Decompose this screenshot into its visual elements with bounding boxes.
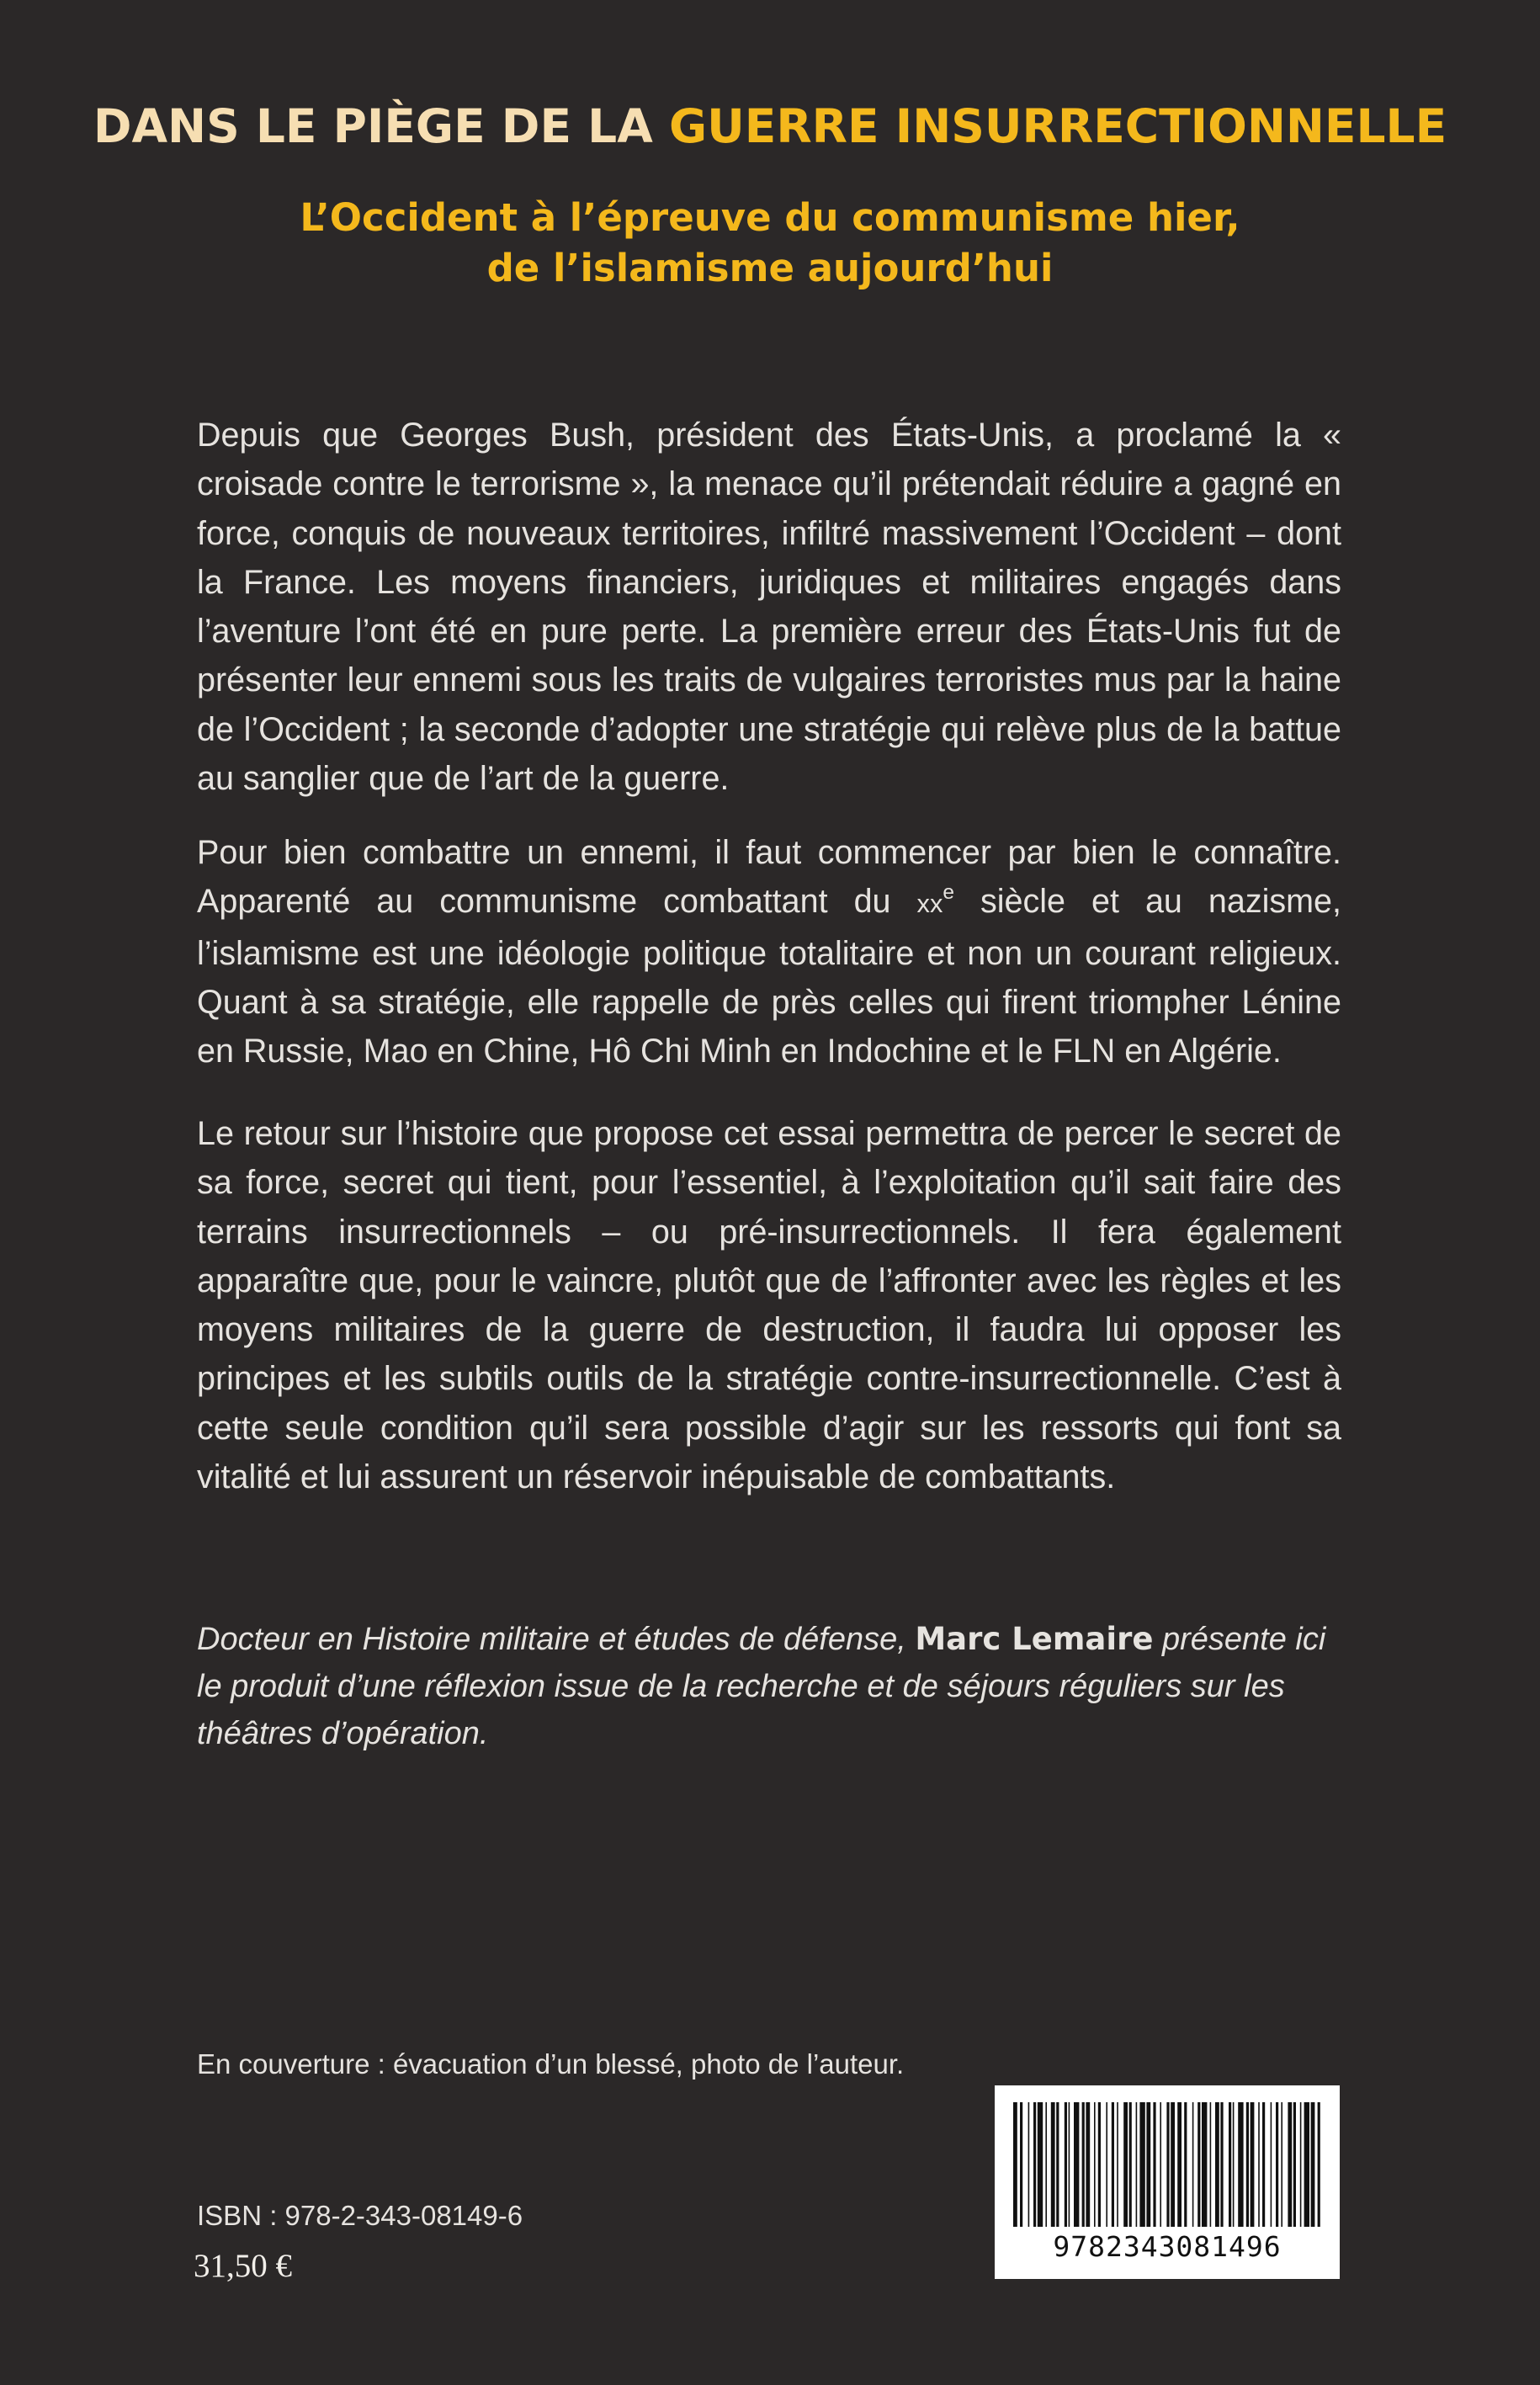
barcode-bar	[1271, 2102, 1272, 2227]
barcode-bar	[1045, 2102, 1047, 2227]
barcode-bar	[1098, 2102, 1101, 2227]
book-title-part1: DANS LE PIÈGE DE LA	[93, 99, 669, 153]
barcode-bar	[1300, 2102, 1302, 2227]
barcode-bar	[1202, 2102, 1207, 2227]
cover-photo-credit: En couverture : évacuation d’un blessé, photo de l’auteur.	[197, 2048, 905, 2080]
barcode-bar	[1129, 2102, 1132, 2227]
blurb-paragraph-3: Le retour sur l’histoire que propose cet essai permettra de percer le secret de sa force, secret qui tient, pour l’essentiel, à l’exploitation qu’il sait faire des terrains insurrectionnels – ou pré-insurrectionnels. Il fera également apparaître que, pour le vaincre, plutôt que de l’affronter avec les règles et les moyens militaires de la guerre de destruction, il faudra lui opposer les principes et les subtils outils de la stratégie contre-insurrectionnelle. C’est à cette seule condition qu’il sera possible d’agir sur les ressorts qui font sa vitalité et lui assurent un réservoir inépuisable de combattants.	[197, 1115, 1341, 1496]
barcode-bar	[1082, 2102, 1085, 2227]
isbn-text: ISBN : 978-2-343-08149-6	[197, 2200, 523, 2231]
author-name: Marc Lemaire	[915, 1621, 1154, 1657]
barcode-bar	[1020, 2102, 1022, 2227]
barcode-bar	[1276, 2102, 1278, 2227]
barcode-bar	[1311, 2102, 1315, 2227]
author-bio	[197, 1616, 1341, 1757]
barcode-bar	[1166, 2102, 1169, 2227]
barcode-bar	[1094, 2102, 1096, 2227]
barcode-bar	[1246, 2102, 1249, 2227]
barcode-bar	[1229, 2102, 1231, 2227]
barcode-bar	[1197, 2102, 1200, 2227]
barcode-bar	[1112, 2102, 1114, 2227]
barcode-bar	[1192, 2102, 1194, 2227]
barcode-bar	[1028, 2102, 1030, 2227]
barcode-bar	[1146, 2102, 1150, 2227]
barcode-bar	[1215, 2102, 1219, 2227]
paragraph-2-end: siècle et au nazisme, l’islamisme est une idéologie politique totalitaire et non un courant religieux. Quant à sa stratégie, elle rappelle de près celles qui firent triompher Lénine en Russie, Mao en Chine, Hô Chi Minh en Indochine et le FLN en Algérie.	[197, 883, 1341, 1070]
century-superscript: e	[943, 881, 954, 905]
barcode-bar	[1281, 2102, 1282, 2227]
blurb-paragraph-1: Depuis que Georges Bush, président des États-Unis, a proclamé la « croisade contre le terrorisme », la menace qu’il prétendait réduire a gagné en force, conquis de nouveaux territoires, infiltré massivement l’Occident – dont la France. Les moyens financiers, juridiques et militaires engagés dans l’aventure l’ont été en pure perte. La première erreur des États-Unis fut de présenter leur ennemi sous les traits de vulgaires terroristes mus par la haine de l’Occident ; la seconde d’adopter une stratégie qui relève plus de la battue au sanglier que de l’art de la guerre.	[197, 417, 1341, 798]
barcode	[995, 2085, 1340, 2279]
barcode-bar	[1304, 2102, 1309, 2227]
price-text: 31,50 €	[194, 2248, 292, 2284]
barcode-bar	[1160, 2102, 1161, 2227]
barcode-bar	[1051, 2102, 1055, 2227]
barcode-bars-icon	[1013, 2102, 1321, 2230]
author-bio-start: Docteur en Histoire militaire et études de défense,	[197, 1622, 916, 1657]
barcode-bar	[1069, 2102, 1070, 2227]
barcode-bar	[1056, 2102, 1059, 2227]
barcode-bar	[1293, 2102, 1296, 2227]
author-bio-end: présente ici le produit d’une réflexion issue de la recherche et de séjours réguliers sur les théâtres d’opération.	[197, 1622, 1326, 1751]
barcode-bar	[1123, 2102, 1128, 2227]
century-numeral: xx	[916, 889, 943, 919]
barcode-bar	[1171, 2102, 1175, 2227]
barcode-bar	[1136, 2102, 1138, 2227]
barcode-bar	[1258, 2102, 1260, 2227]
barcode-bar	[1251, 2102, 1255, 2227]
barcode-bar	[1210, 2102, 1212, 2227]
barcode-bar	[1262, 2102, 1265, 2227]
barcode-bar	[1153, 2102, 1155, 2227]
book-subtitle-line2: de l’islamisme aujourd’hui	[486, 246, 1054, 290]
book-title	[0, 99, 1540, 153]
barcode-bar	[1013, 2102, 1017, 2227]
barcode-number: 9782343081496	[1053, 2230, 1282, 2263]
barcode-bar	[1117, 2102, 1118, 2227]
book-subtitle-line1: L’Occident à l’épreuve du communisme hier,	[300, 195, 1240, 240]
barcode-bar	[1318, 2102, 1320, 2227]
barcode-bar	[1184, 2102, 1187, 2227]
barcode-bar	[1086, 2102, 1090, 2227]
barcode-bar	[1074, 2102, 1079, 2227]
barcode-bar	[1065, 2102, 1067, 2227]
book-title-part2: GUERRE INSURRECTIONNELLE	[668, 99, 1447, 153]
blurb-paragraph-2	[197, 828, 1341, 1076]
barcode-bar	[1288, 2102, 1292, 2227]
barcode-bar	[1033, 2102, 1036, 2227]
barcode-bar	[1220, 2102, 1223, 2227]
barcode-bar	[1139, 2102, 1144, 2227]
barcode-bar	[1106, 2102, 1107, 2227]
barcode-bar	[1038, 2102, 1043, 2227]
barcode-bar	[1233, 2102, 1235, 2227]
paragraph-2-start: Pour bien combattre un ennemi, il faut commencer par bien le connaître. Apparenté au communisme combattant du	[197, 834, 1341, 921]
barcode-bar	[1238, 2102, 1243, 2227]
barcode-bar	[1177, 2102, 1182, 2227]
